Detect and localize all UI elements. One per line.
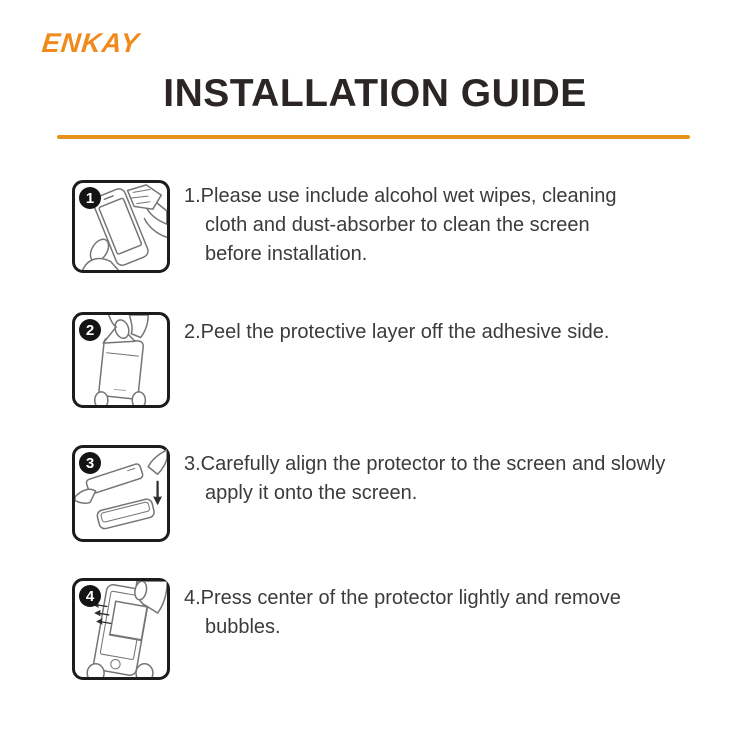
- step-1-line-2: cloth and dust-absorber to clean the screen: [205, 214, 590, 236]
- page-title: INSTALLATION GUIDE: [163, 72, 587, 115]
- step-2-illustration-box: [72, 312, 170, 408]
- step-1-text: [184, 182, 744, 269]
- enkay-logo: ENKAY: [40, 28, 142, 58]
- step-3-line-2: apply it onto the screen.: [205, 482, 418, 504]
- orange-divider: [57, 135, 690, 139]
- step-2-text: [184, 318, 744, 347]
- step-4-number-badge: 4: [79, 585, 101, 607]
- step-4-line-1: 4.Press center of the protector lightly and remove: [184, 587, 621, 609]
- step-3-number-badge: 3: [79, 452, 101, 474]
- step-3-line-1: 3.Carefully align the protector to the screen and slowly: [184, 453, 666, 475]
- step-1-number-badge: 1: [79, 187, 101, 209]
- step-2-line-1: 2.Peel the protective layer off the adhesive side.: [184, 321, 610, 343]
- step-4-illustration-box: [72, 578, 170, 680]
- step-2-number-badge: 2: [79, 319, 101, 341]
- step-3-text: [184, 450, 744, 508]
- step-1-line-3: before installation.: [205, 243, 368, 265]
- step-4-line-2: bubbles.: [205, 616, 281, 638]
- step-3-illustration-box: [72, 445, 170, 542]
- step-4-text: [184, 584, 744, 642]
- step-1-illustration-box: [72, 180, 170, 273]
- step-1-line-1: 1.Please use include alcohol wet wipes, cleaning: [184, 185, 617, 207]
